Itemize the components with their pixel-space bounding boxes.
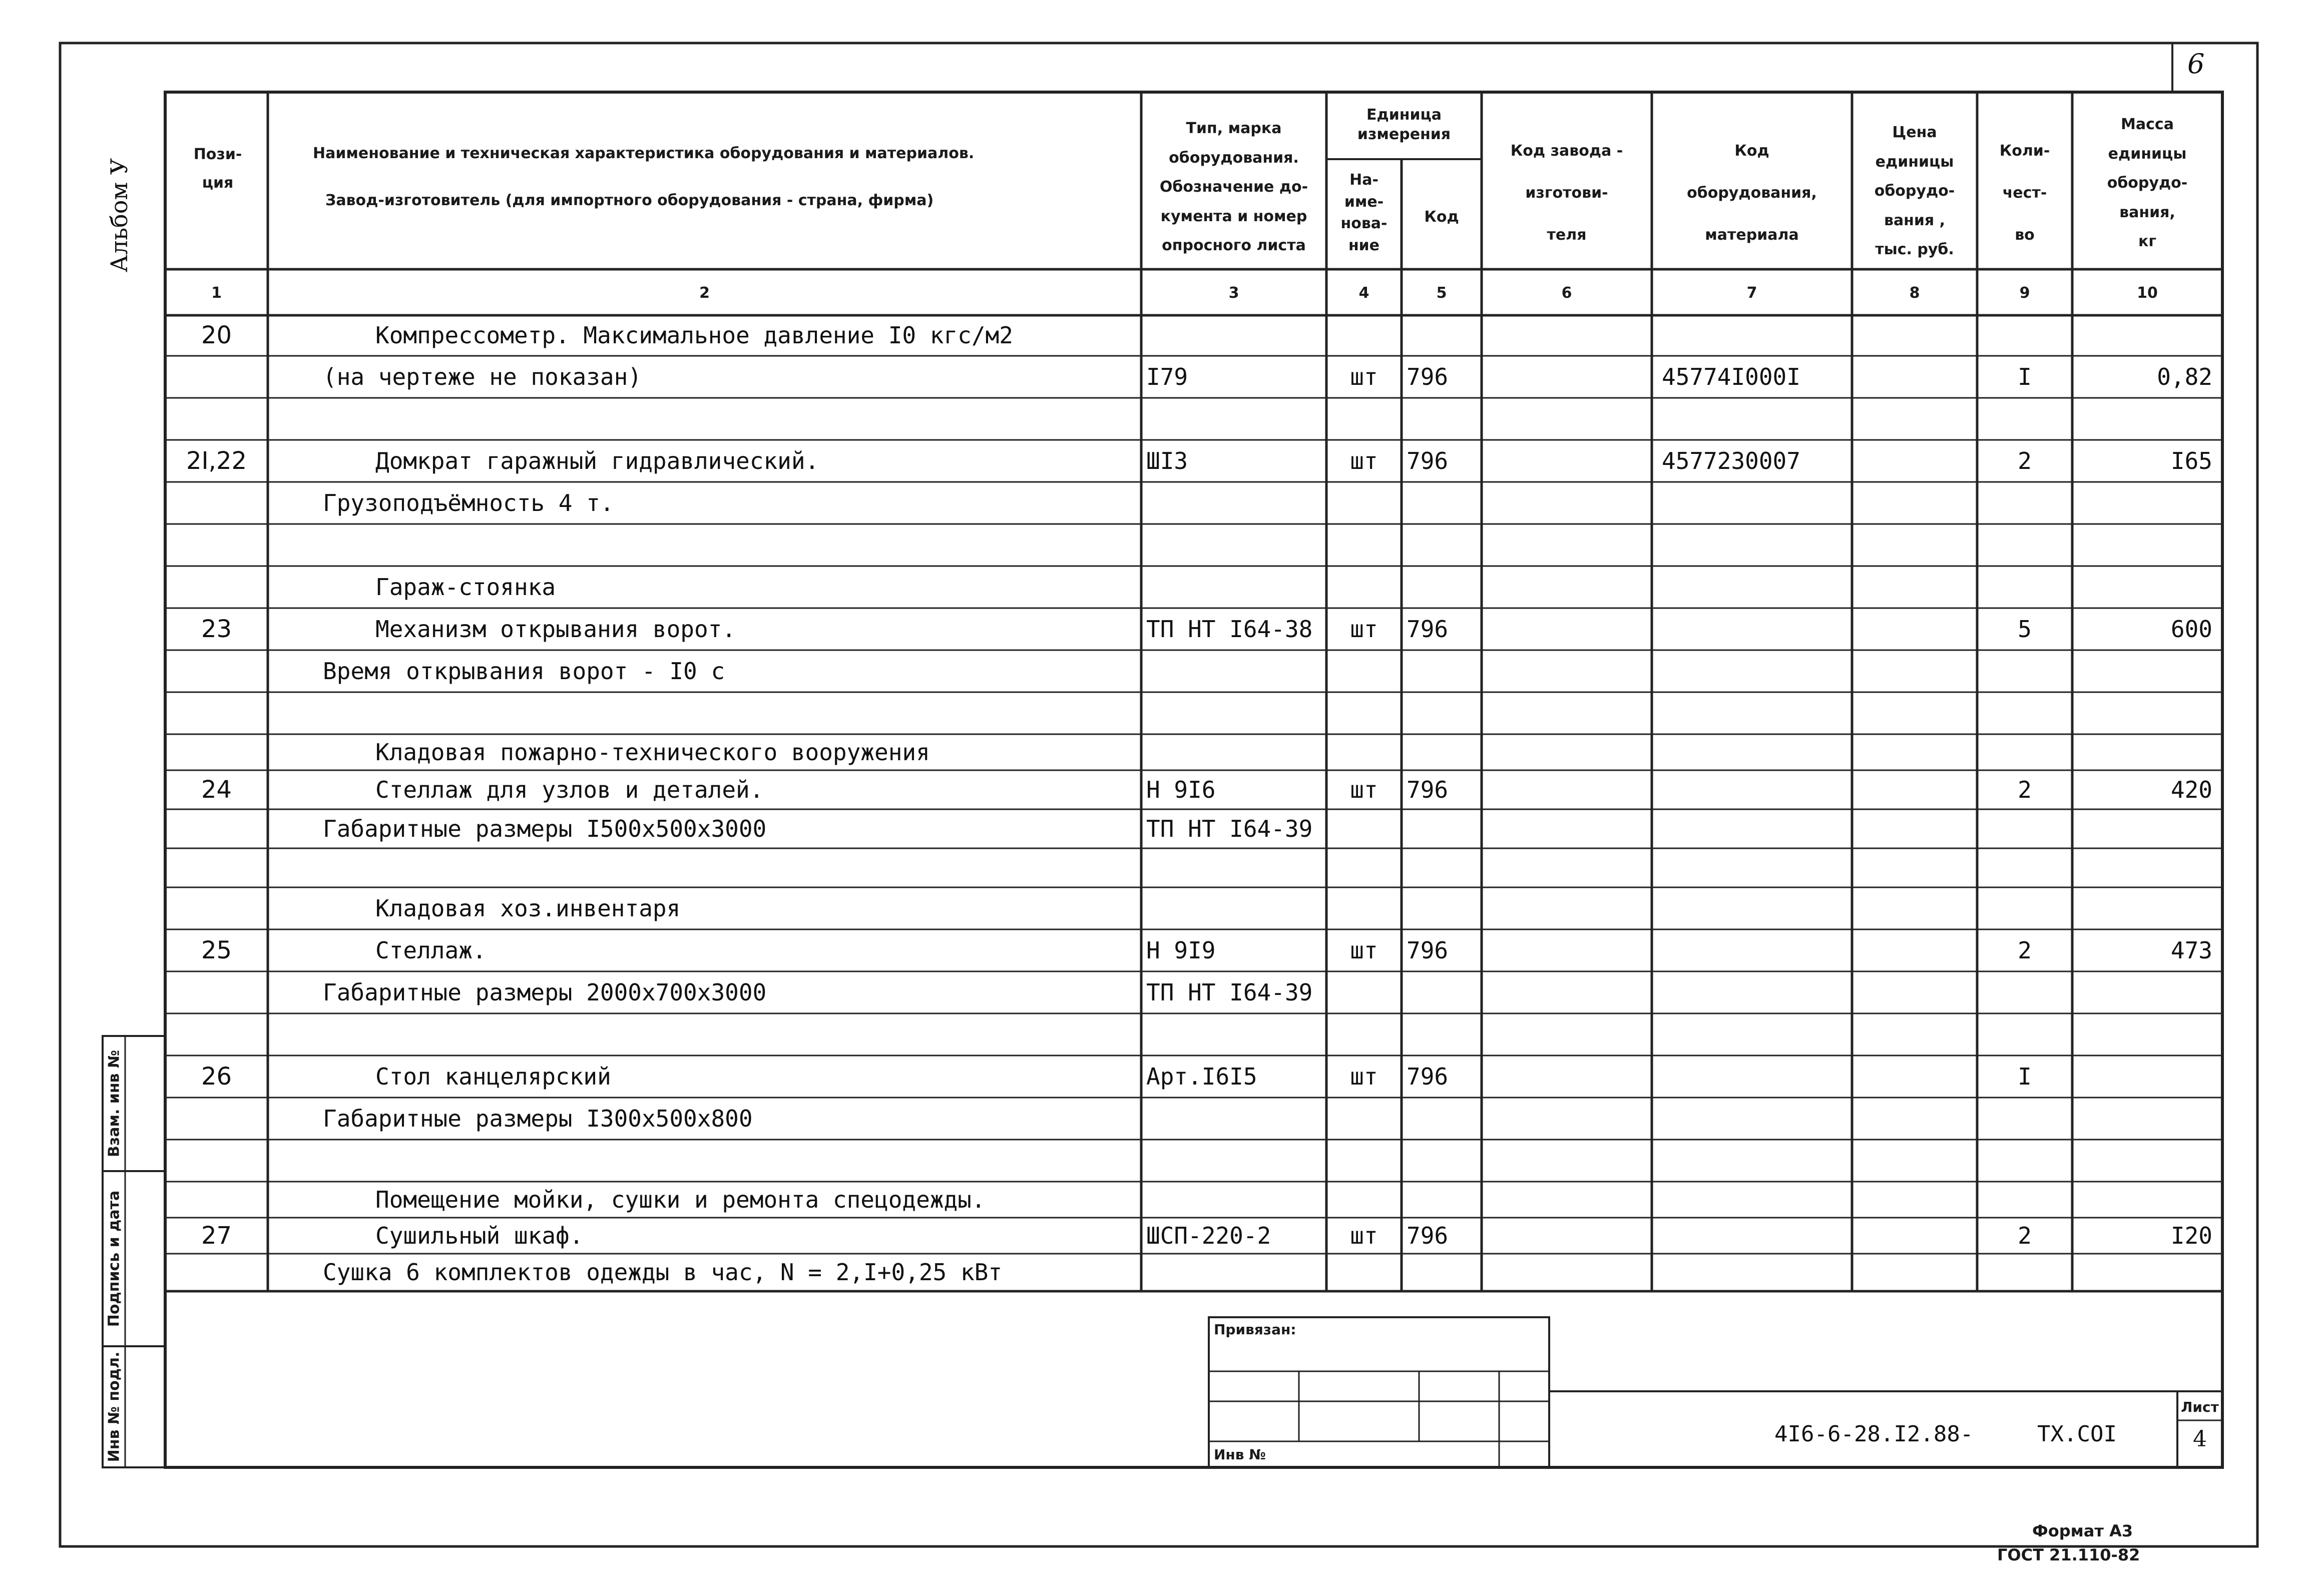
cell-type: I79 xyxy=(1146,363,1188,390)
cell-type xyxy=(1146,692,1326,734)
cell-unit xyxy=(1326,809,1402,848)
cell-mass xyxy=(2082,566,2212,608)
cell-mass xyxy=(2082,398,2212,440)
cell-eq-code xyxy=(1662,692,1852,734)
cell-qty: 2 xyxy=(2018,447,2032,474)
cell-qty xyxy=(1977,398,2072,440)
cell-code xyxy=(1407,887,1482,929)
header-price: Цена единицы оборудо- вания , тыс. руб. xyxy=(1874,124,1955,258)
cell-pos xyxy=(165,482,268,524)
cell-unit: шт xyxy=(1350,776,1378,803)
cell-code: 796 xyxy=(1407,1063,1449,1090)
cell-eq-code xyxy=(1662,398,1852,440)
cell-qty xyxy=(1977,315,2072,356)
cell-pos xyxy=(165,734,268,770)
cell-qty: 2 xyxy=(2018,937,2032,964)
cell-eq-code xyxy=(1662,566,1852,608)
col-number: 3 xyxy=(1228,284,1239,302)
cell-unit: шт xyxy=(1350,447,1378,474)
cell-name: Механизм открывания ворот. xyxy=(375,616,736,643)
gost-label: ГОСТ 21.110-82 xyxy=(1997,1545,2140,1564)
cell-name: Помещение мойки, сушки и ремонта спецодежды. xyxy=(375,1186,986,1213)
cell-name: Габаритные размеры I300x500x800 xyxy=(323,1105,753,1132)
cell-name xyxy=(323,524,1141,566)
cell-qty xyxy=(1977,971,2072,1013)
cell-mass xyxy=(2082,1098,2212,1140)
cell-mass: I65 xyxy=(2170,447,2212,474)
cell-eq-code xyxy=(1662,1013,1852,1055)
col-number: 5 xyxy=(1436,284,1447,302)
cell-type: ШI3 xyxy=(1146,447,1188,474)
format-label: Формат А3 xyxy=(2032,1521,2133,1540)
cell-mass: 473 xyxy=(2170,937,2212,964)
cell-type xyxy=(1146,650,1326,692)
cell-qty xyxy=(1977,650,2072,692)
cell-qty: 2 xyxy=(2018,1222,2032,1249)
cell-code xyxy=(1407,650,1482,692)
cell-qty xyxy=(1977,848,2072,887)
cell-unit xyxy=(1326,848,1402,887)
cell-unit xyxy=(1326,315,1402,356)
cell-unit xyxy=(1326,1140,1402,1182)
col-number: 9 xyxy=(2019,284,2030,302)
cell-mass xyxy=(2082,809,2212,848)
cell-eq-code xyxy=(1662,929,1852,971)
cell-unit xyxy=(1326,971,1402,1013)
header-equipment-code: Код оборудования, материала xyxy=(1687,142,1817,244)
header-mass: Масса единицы оборудо- вания, кг xyxy=(2107,116,2188,250)
cell-name xyxy=(323,398,1141,440)
sheet-number: 4 xyxy=(2193,1426,2207,1452)
cell-pos xyxy=(165,848,268,887)
cell-eq-code xyxy=(1662,1182,1852,1218)
cell-code xyxy=(1407,398,1482,440)
cell-unit xyxy=(1326,692,1402,734)
cell-type: Арт.I6I5 xyxy=(1146,1063,1257,1090)
cell-mass xyxy=(2082,650,2212,692)
cell-unit xyxy=(1326,482,1402,524)
cell-unit xyxy=(1326,887,1402,929)
stamp-attached: Привязан: xyxy=(1214,1321,1296,1338)
cell-qty xyxy=(1977,1254,2072,1291)
cell-pos xyxy=(165,1140,268,1182)
cell-type: ТП НТ I64-39 xyxy=(1146,815,1313,842)
cell-unit xyxy=(1326,1254,1402,1291)
cell-name: Стол канцелярский xyxy=(375,1063,611,1090)
cell-pos xyxy=(165,971,268,1013)
cell-qty xyxy=(1977,692,2072,734)
side-stamp-replacement: Взам. инв № xyxy=(105,1049,123,1158)
cell-type xyxy=(1146,482,1326,524)
cell-name: Грузоподъёмность 4 т. xyxy=(323,489,614,516)
cell-unit xyxy=(1326,1182,1402,1218)
cell-type xyxy=(1146,734,1326,770)
cell-name: Компрессометр. Максимальное давление I0 кгс/м2 xyxy=(375,322,1013,349)
cell-qty xyxy=(1977,1140,2072,1182)
cell-qty: I xyxy=(2018,1063,2032,1090)
cell-qty xyxy=(1977,1182,2072,1218)
cell-name: Габаритные размеры I500x500x3000 xyxy=(323,815,767,842)
side-stamp-inventory: Инв № подл. xyxy=(105,1351,123,1462)
cell-unit xyxy=(1326,650,1402,692)
cell-type xyxy=(1146,1140,1326,1182)
sheet-label: Лист xyxy=(2181,1399,2219,1415)
cell-unit: шт xyxy=(1350,616,1378,643)
cell-code: 796 xyxy=(1407,1222,1449,1249)
cell-type xyxy=(1146,524,1326,566)
cell-pos xyxy=(165,1254,268,1291)
cell-mass xyxy=(2082,734,2212,770)
cell-code xyxy=(1407,1182,1482,1218)
cell-eq-code xyxy=(1662,608,1852,650)
cell-mass xyxy=(2082,971,2212,1013)
col-number: 6 xyxy=(1561,284,1572,302)
cell-code xyxy=(1407,1254,1482,1291)
header-name-line2: Завод-изготовитель (для импортного оборудования - страна, фирма) xyxy=(325,192,934,209)
cell-type xyxy=(1146,1013,1326,1055)
cell-type: ШСП-220-2 xyxy=(1146,1222,1271,1249)
cell-qty xyxy=(1977,734,2072,770)
cell-code: 796 xyxy=(1407,776,1449,803)
cell-type xyxy=(1146,848,1326,887)
cell-name: Кладовая хоз.инвентаря xyxy=(375,895,681,922)
header-factory-code: Код завода - изготови- теля xyxy=(1510,142,1623,244)
cell-code xyxy=(1407,566,1482,608)
col-number: 10 xyxy=(2137,284,2158,302)
cell-unit xyxy=(1326,566,1402,608)
cell-mass xyxy=(2082,315,2212,356)
cell-qty xyxy=(1977,1013,2072,1055)
col-number: 4 xyxy=(1358,284,1369,302)
sheet-corner-number: 6 xyxy=(2187,48,2205,80)
col-number: 7 xyxy=(1746,284,1757,302)
cell-qty: 2 xyxy=(2018,776,2032,803)
cell-unit: шт xyxy=(1350,1063,1378,1090)
cell-type xyxy=(1146,1098,1326,1140)
cell-name: Габаритные размеры 2000x700x3000 xyxy=(323,979,767,1006)
cell-qty xyxy=(1977,809,2072,848)
cell-mass xyxy=(2082,848,2212,887)
cell-unit xyxy=(1326,1013,1402,1055)
cell-type: Н 9I6 xyxy=(1146,776,1216,803)
cell-name: Стеллаж для узлов и деталей. xyxy=(375,776,764,803)
cell-qty xyxy=(1977,482,2072,524)
cell-mass xyxy=(2082,692,2212,734)
col-number: 1 xyxy=(211,284,222,302)
cell-qty xyxy=(1977,566,2072,608)
cell-eq-code xyxy=(1662,848,1852,887)
cell-qty: 5 xyxy=(2018,616,2032,643)
cell-mass xyxy=(2082,482,2212,524)
cell-pos: 20 xyxy=(201,321,232,349)
cell-pos: 25 xyxy=(201,936,232,964)
cell-mass xyxy=(2082,1140,2212,1182)
cell-name xyxy=(323,692,1141,734)
cell-pos: 27 xyxy=(201,1222,232,1250)
cell-code xyxy=(1407,848,1482,887)
cell-code xyxy=(1407,971,1482,1013)
cell-pos xyxy=(165,1182,268,1218)
cell-name: Сушильный шкаф. xyxy=(375,1222,584,1249)
document-code: TX.COI xyxy=(2037,1421,2117,1447)
cell-eq-code xyxy=(1662,971,1852,1013)
cell-type: Н 9I9 xyxy=(1146,937,1216,964)
header-unit-name: На- име- нова- ние xyxy=(1340,171,1388,254)
cell-pos xyxy=(165,692,268,734)
cell-mass xyxy=(2082,1254,2212,1291)
album-label: Альбом У xyxy=(106,158,133,273)
cell-code xyxy=(1407,1140,1482,1182)
cell-eq-code xyxy=(1662,650,1852,692)
cell-name: Стеллаж. xyxy=(375,937,487,964)
cell-type xyxy=(1146,887,1326,929)
cell-unit xyxy=(1326,398,1402,440)
cell-pos: 26 xyxy=(201,1062,232,1091)
cell-code: 796 xyxy=(1407,937,1449,964)
cell-mass: I20 xyxy=(2170,1222,2212,1249)
cell-pos xyxy=(165,1013,268,1055)
cell-pos xyxy=(165,566,268,608)
cell-eq-code xyxy=(1662,1140,1852,1182)
cell-code: 796 xyxy=(1407,616,1449,643)
cell-code xyxy=(1407,315,1482,356)
header-type: Тип, марка оборудования. Обозначение до- кумента и номер опросного листа xyxy=(1159,120,1308,254)
cell-name: Сушка 6 комплектов одежды в час, N = 2,I+0,25 кВт xyxy=(323,1259,1003,1286)
cell-mass xyxy=(2082,524,2212,566)
header-unit: Единица измерения xyxy=(1357,106,1451,143)
header-unit-code: Код xyxy=(1424,208,1459,226)
cell-type xyxy=(1146,398,1326,440)
document-designation: 4I6-6-28.I2.88- xyxy=(1774,1421,1974,1447)
cell-unit xyxy=(1326,734,1402,770)
cell-qty xyxy=(1977,887,2072,929)
cell-eq-code xyxy=(1662,1218,1852,1254)
cell-name: Гараж-стоянка xyxy=(375,574,556,601)
cell-mass xyxy=(2082,1182,2212,1218)
stamp-inventory-no: Инв № xyxy=(1214,1446,1266,1463)
cell-mass: 600 xyxy=(2170,616,2212,643)
cell-pos: 23 xyxy=(201,615,232,643)
col-number: 2 xyxy=(699,284,710,302)
cell-unit: шт xyxy=(1350,1222,1378,1249)
cell-pos xyxy=(165,650,268,692)
cell-unit: шт xyxy=(1350,363,1378,390)
cell-name xyxy=(323,848,1141,887)
cell-type: ТП НТ I64-39 xyxy=(1146,979,1313,1006)
cell-code: 796 xyxy=(1407,447,1449,474)
cell-type xyxy=(1146,1182,1326,1218)
cell-eq-code xyxy=(1662,1254,1852,1291)
cell-type xyxy=(1146,315,1326,356)
cell-eq-code xyxy=(1662,887,1852,929)
header-position: Пози- ция xyxy=(193,146,242,192)
cell-eq-code xyxy=(1662,809,1852,848)
cell-name: (на чертеже не показан) xyxy=(323,363,642,390)
cell-eq-code xyxy=(1662,734,1852,770)
cell-pos: 24 xyxy=(201,776,232,804)
cell-name: Кладовая пожарно-технического вооружения xyxy=(375,739,930,766)
col-number: 8 xyxy=(1909,284,1920,302)
cell-pos xyxy=(165,398,268,440)
cell-eq-code: 4577230007 xyxy=(1662,447,1800,474)
cell-name: Домкрат гаражный гидравлический. xyxy=(375,447,819,474)
cell-code xyxy=(1407,1013,1482,1055)
cell-mass xyxy=(2082,1013,2212,1055)
cell-mass: 0,82 xyxy=(2157,363,2212,390)
cell-code xyxy=(1407,734,1482,770)
cell-pos: 2I,22 xyxy=(186,447,247,475)
cell-mass xyxy=(2082,1055,2212,1098)
cell-name: Время открывания ворот - I0 с xyxy=(323,658,725,685)
cell-eq-code xyxy=(1662,1055,1852,1098)
cell-code xyxy=(1407,524,1482,566)
header-quantity: Коли- чест- во xyxy=(1999,142,2050,244)
cell-unit xyxy=(1326,1098,1402,1140)
cell-type xyxy=(1146,566,1326,608)
cell-pos xyxy=(165,887,268,929)
cell-mass xyxy=(2082,887,2212,929)
cell-type: ТП НТ I64-38 xyxy=(1146,616,1313,643)
cell-pos xyxy=(165,1098,268,1140)
cell-name xyxy=(323,1013,1141,1055)
cell-code xyxy=(1407,1098,1482,1140)
cell-code: 796 xyxy=(1407,363,1449,390)
cell-pos xyxy=(165,356,268,398)
cell-eq-code xyxy=(1662,770,1852,809)
cell-eq-code xyxy=(1662,315,1852,356)
cell-name xyxy=(323,1140,1141,1182)
cell-qty: I xyxy=(2018,363,2032,390)
side-stamp-signature: Подпись и дата xyxy=(105,1190,123,1327)
header-name-line1: Наименование и техническая характеристика оборудования и материалов. xyxy=(313,145,975,162)
cell-type xyxy=(1146,1254,1326,1291)
cell-eq-code xyxy=(1662,524,1852,566)
cell-eq-code xyxy=(1662,1098,1852,1140)
cell-eq-code: 45774I000I xyxy=(1662,363,1800,390)
cell-pos xyxy=(165,524,268,566)
cell-eq-code xyxy=(1662,482,1852,524)
cell-pos xyxy=(165,809,268,848)
cell-unit: шт xyxy=(1350,937,1378,964)
cell-qty xyxy=(1977,1098,2072,1140)
cell-code xyxy=(1407,809,1482,848)
cell-code xyxy=(1407,482,1482,524)
cell-mass: 420 xyxy=(2170,776,2212,803)
cell-unit xyxy=(1326,524,1402,566)
cell-code xyxy=(1407,692,1482,734)
cell-qty xyxy=(1977,524,2072,566)
